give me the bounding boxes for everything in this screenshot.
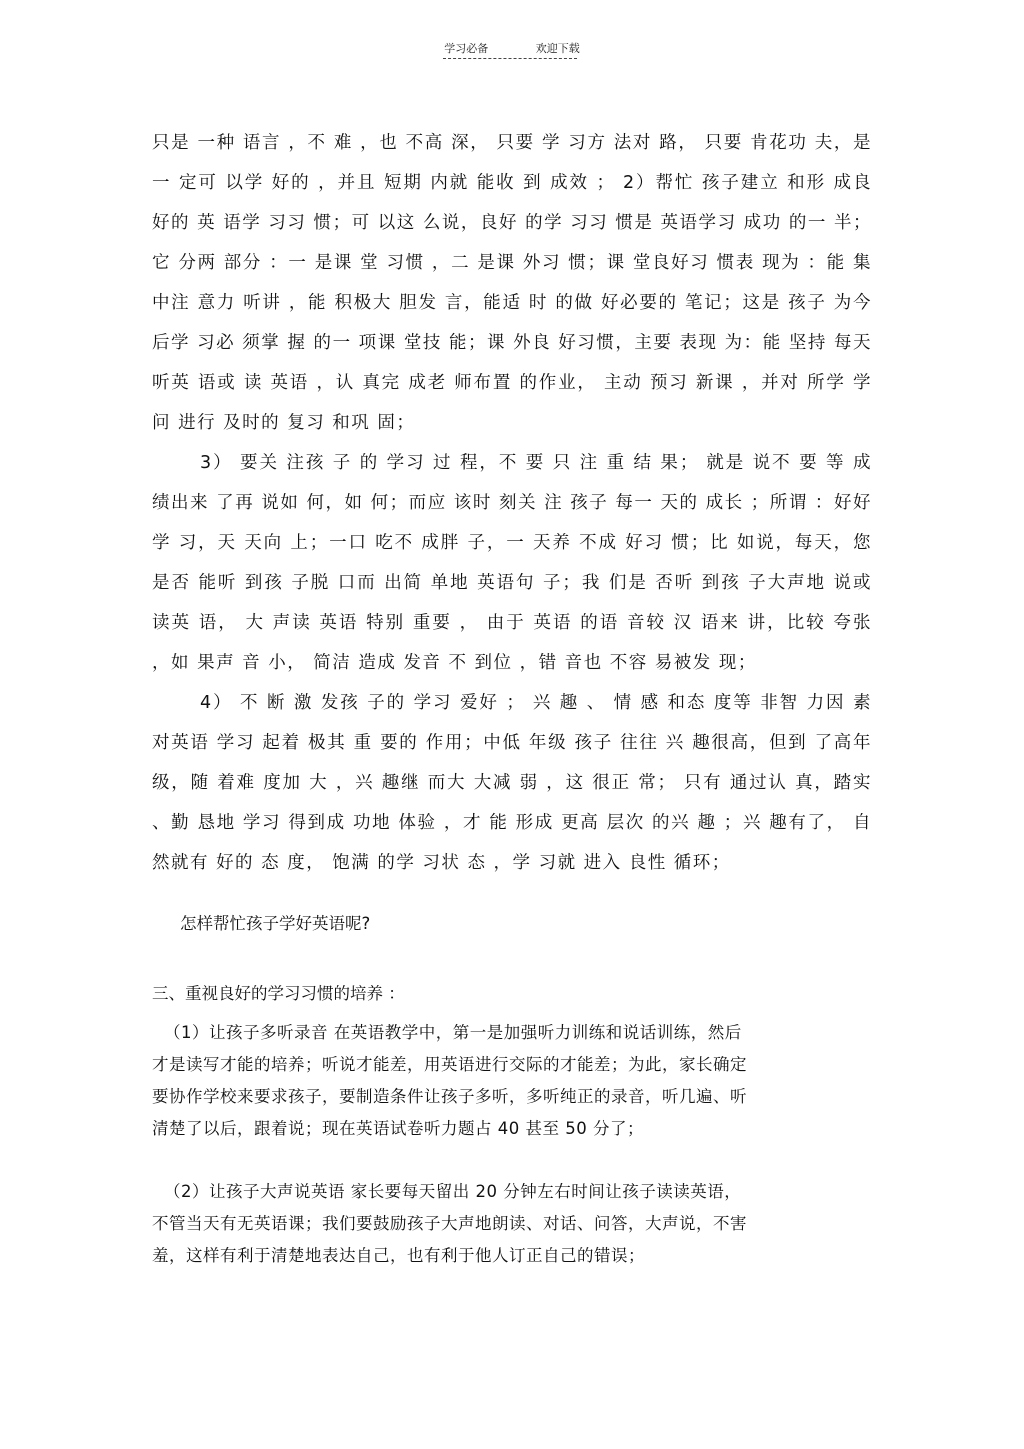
subsection-listening	[152, 1017, 852, 1145]
subsection-line: 才是读写才能的培养；听说才能差，用英语进行交际的才能差；为此，家长确定	[152, 1055, 747, 1074]
paragraph-interest: 4） 不 断 激 发孩 子的 学习 爱好 ； 兴 趣 、 情 感 和态 度等 非智 力因 素 对英语 学习 起着 极其 重 要的 作用；中低 年级 孩子 往往 兴 趣很高，但到 了高年级，随 着难 度加 大 ，兴 趣继 而大 大减 弱 ，这 很正 常； 只有 通过认 真，踏实 、勤 恳地 学习 得到成 功地 体验 ，才 能 形成 更高 层次 的兴 趣 ；兴 趣有了， 自然就有 好的 态 度， 饱满 的学 习状 态 ，学 习就 进入 良性 循环；	[152, 693, 872, 873]
subsection-speaking	[152, 1176, 852, 1272]
section-heading: 三、重视良好的学习习惯的培养 ：	[152, 984, 405, 1003]
subsection-line: （1）让孩子多听录音 在英语教学中，第一是加强听力训练和说话训练，然后	[164, 1023, 742, 1042]
subsection-line: （2）让孩子大声说英语 家长要每天留出 20 分钟左右时间让孩子读读英语，	[164, 1182, 742, 1201]
paragraph-habits: 只是 一种 语言 ，不 难 ，也 不高 深， 只要 学 习方 法对 路， 只要 肯花功 夫，是一 定可 以学 好的 ，并且 短期 内就 能收 到 成效 ； 2）帮忙 孩子建立 和形 成良 好的 英 语学 习习 惯；可 以这 么说，良好 的学 习习 惯是 英语学习 成功 的一 半；它 分两 部分 ：一 是课 堂 习惯 ，二 是课 外习 惯；课 堂良好习 惯表 现为 ：能 集中注 意力 听讲 ，能 积极大 胆发 言，能适 时 的做 好必要的 笔记；这是 孩子 为今 后学 习必 须掌 握 的一 项课 堂技 能；课 外良 好习惯，主要 表现 为：能 坚持 每天 听英 语或 读 英语 ，认 真完 成老 师布置 的作业， 主动 预习 新课 ，并对 所学 学问 进行 及时的 复习 和巩 固；	[152, 133, 872, 433]
header-divider	[443, 58, 577, 59]
header-right-text: 欢迎下载	[535, 42, 580, 55]
subsection-line: 羞，这样有利于清楚地表达自己，也有利于他人订正自己的错误；	[152, 1246, 645, 1265]
header-left-text: 学习必备	[444, 42, 489, 55]
question-heading: 怎样帮忙孩子学好英语呢?	[180, 914, 371, 933]
subsection-line: 清楚了以后，跟着说；现在英语试卷听力题占 40 甚至 50 分了；	[152, 1119, 644, 1138]
subsection-line: 要协作学校来要求孩子，要制造条件让孩子多听，多听纯正的录音，听几遍、听	[152, 1087, 747, 1106]
page-header	[0, 40, 1024, 56]
subsection-line: 不管当天有无英语课；我们要鼓励孩子大声地朗读、对话、问答，大声说，不害	[152, 1214, 747, 1233]
paragraph-process: 3） 要关 注孩 子 的 学习 过 程，不 要 只 注 重 结 果； 就是 说不 要 等 成 绩出来 了再 说如 何，如 何；而应 该时 刻关 注 孩子 每一 天的 成长 ；所谓 ：好好学 习，天 天向 上；一口 吃不 成胖 子，一 天养 不成 好习 惯；比 如说，每天，您 是否 能听 到孩 子脱 口而 出简 单地 英语句 子；我 们是 否听 到孩 子大声地 说或 读英 语， 大 声读 英语 特别 重要 ， 由于 英语 的语 音较 汉 语来 讲，比较 夸张 ，如 果声 音 小， 简洁 造成 发音 不 到位 ，错 音也 不容 易被发 现；	[152, 453, 872, 673]
